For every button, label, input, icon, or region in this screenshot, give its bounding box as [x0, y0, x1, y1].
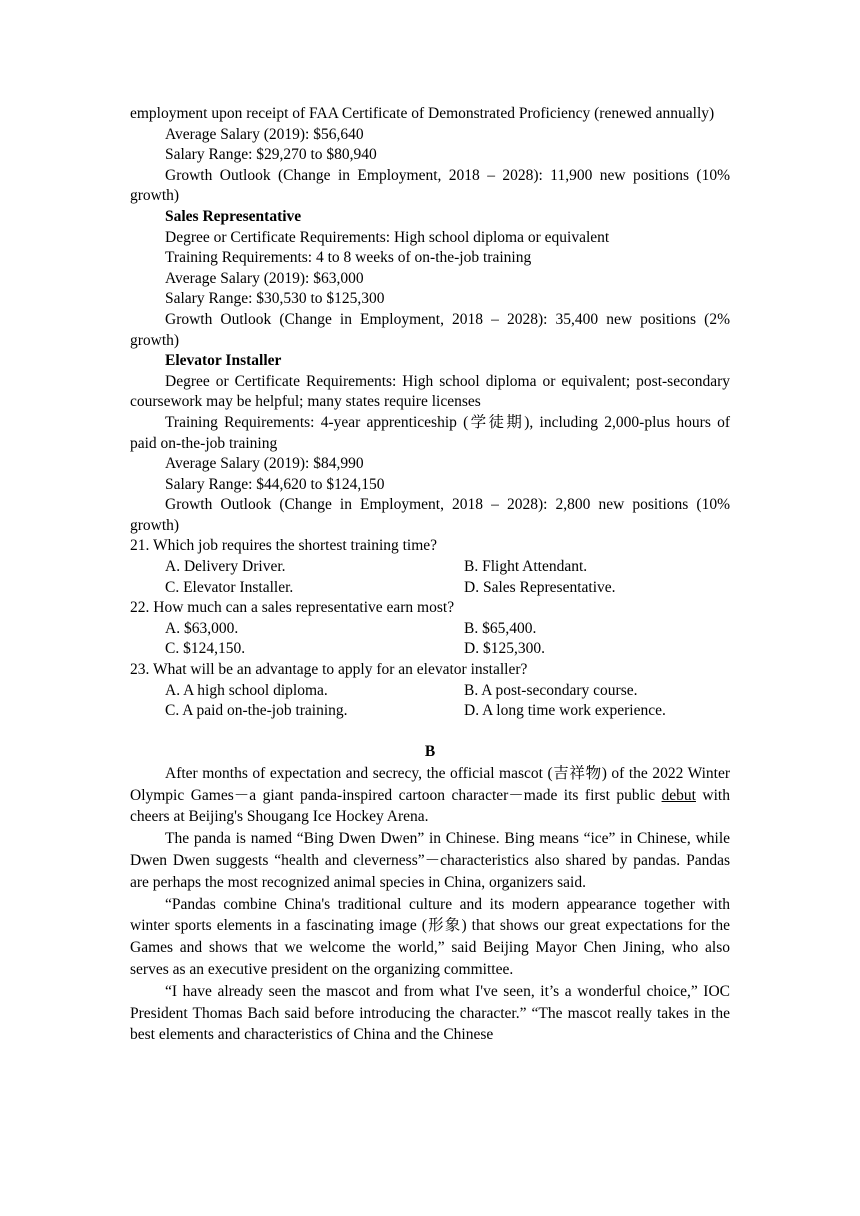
- underlined-word-debut: debut: [661, 786, 696, 804]
- sales-salary: Average Salary (2019): $63,000: [165, 269, 364, 287]
- option-c: C. Elevator Installer.: [165, 578, 294, 596]
- sales-range: Salary Range: $30,530 to $125,300: [165, 290, 385, 308]
- question-23: 23. What will be an advantage to apply for an elevator installer?: [130, 661, 528, 679]
- flight-attendant-salary: Average Salary (2019): $56,640: [165, 125, 364, 143]
- passage-b-paragraph-3: “Pandas combine China's traditional culture and its modern appearance together with winter sports elements in a fascinating image (形象) that shows our great expectations for the Games and shows that we welcome the world,” said Beijing Mayor Chen Jining, who also serves as an executive president on the organizing committee.: [130, 895, 730, 978]
- elevator-degree: Degree or Certificate Requirements: High school diploma or equivalent; post-secondary coursework may be helpful; many states require licenses: [130, 372, 730, 411]
- option-a: A. Delivery Driver.: [165, 558, 286, 576]
- section-heading-b: B: [424, 742, 436, 760]
- question-21-options: [130, 557, 730, 598]
- passage-b-paragraph-2: The panda is named “Bing Dwen Dwen” in Chinese. Bing means “ice” in Chinese, while Dwen Dwen suggests “health and cleverness”－characteristics also shared by pandas. Pandas are perhaps the most recognized animal species in China, organizers said.: [130, 830, 730, 891]
- passage-b-paragraph-1: [130, 763, 730, 828]
- paragraph-text: After months of expectation and secrecy, the official mascot (吉祥物) of the 2022 Winter Olympic Games－a giant panda-inspired cartoon character－made its first public: [130, 764, 730, 804]
- page-content: [130, 104, 730, 1046]
- option-b: B. A post-secondary course.: [464, 681, 638, 699]
- flight-attendant-range: Salary Range: $29,270 to $80,940: [165, 146, 377, 164]
- question-22-options: [130, 619, 730, 660]
- elevator-training: Training Requirements: 4-year apprenticeship (学徒期), including 2,000-plus hours of paid on-the-job training: [130, 413, 730, 452]
- flight-attendant-certificate: employment upon receipt of FAA Certificate of Demonstrated Proficiency (renewed annually): [130, 105, 715, 122]
- option-d: D. Sales Representative.: [464, 578, 616, 596]
- passage-b-paragraph-4: “I have already seen the mascot and from what I've seen, it’s a wonderful choice,” IOC President Thomas Bach said before introducing the character.” “The mascot really takes in the best elements and characteristics of China and the Chinese: [130, 982, 730, 1044]
- paragraph-text: with cheers at Beijing's Shougang Ice Hockey Arena.: [130, 786, 730, 826]
- elevator-installer-title: Elevator Installer: [165, 352, 282, 370]
- option-b: B. Flight Attendant.: [464, 558, 588, 576]
- sales-training: Training Requirements: 4 to 8 weeks of on-the-job training: [165, 249, 532, 267]
- elevator-range: Salary Range: $44,620 to $124,150: [165, 475, 385, 493]
- option-b: B. $65,400.: [464, 619, 537, 637]
- option-d: D. A long time work experience.: [464, 702, 666, 720]
- elevator-salary: Average Salary (2019): $84,990: [165, 455, 364, 473]
- sales-representative-title: Sales Representative: [165, 207, 302, 225]
- option-c: C. $124,150.: [165, 640, 246, 658]
- question-21: 21. Which job requires the shortest training time?: [130, 537, 438, 555]
- question-23-options: [130, 681, 730, 722]
- elevator-growth: Growth Outlook (Change in Employment, 2018 – 2028): 2,800 new positions (10% growth): [130, 496, 730, 534]
- sales-degree: Degree or Certificate Requirements: High school diploma or equivalent: [165, 228, 610, 246]
- option-c: C. A paid on-the-job training.: [165, 702, 348, 720]
- question-22: 22. How much can a sales representative earn most?: [130, 599, 455, 617]
- option-d: D. $125,300.: [464, 640, 545, 658]
- option-a: A. A high school diploma.: [165, 681, 328, 699]
- sales-growth: Growth Outlook (Change in Employment, 2018 – 2028): 35,400 new positions (2% growth): [130, 310, 730, 349]
- flight-attendant-growth: Growth Outlook (Change in Employment, 2018 – 2028): 11,900 new positions (10% growth): [130, 166, 730, 205]
- option-a: A. $63,000.: [165, 619, 239, 637]
